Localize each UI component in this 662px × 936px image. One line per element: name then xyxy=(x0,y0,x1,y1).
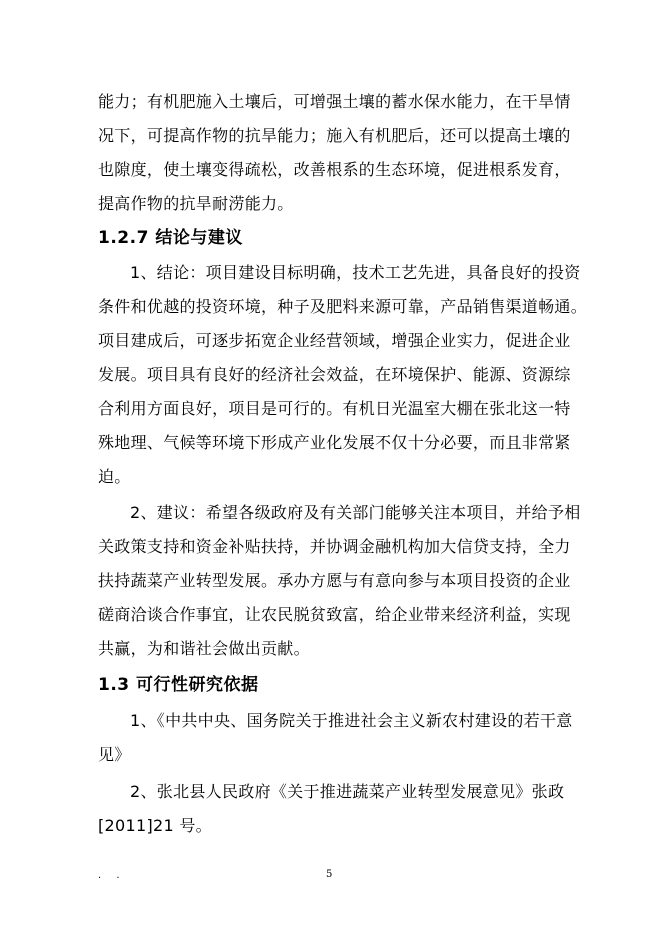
conclusion-text-line: 条件和优越的投资环境，种子及肥料来源可靠，产品销售渠道畅通。 xyxy=(98,297,588,316)
suggestion-text-line: 2、建议：希望各级政府及有关部门能够关注本项目，并给予相 xyxy=(130,503,581,522)
body-text-line: 能力；有机肥施入土壤后，可增强土壤的蓄水保水能力，在干旱情 xyxy=(98,92,571,111)
basis-item-line: [2011]21 号。 xyxy=(98,816,212,835)
section-heading-1-3: 1.3 可行性研究依据 xyxy=(98,675,259,695)
basis-item-line: 见》 xyxy=(98,745,131,764)
conclusion-text-line: 合利用方面良好，项目是可行的。有机日光温室大棚在张北这一特 xyxy=(98,399,571,418)
conclusion-text-line: 发展。项目具有良好的经济社会效益，在环境保护、能源、资源综 xyxy=(98,365,571,384)
page-number: 5 xyxy=(326,869,333,880)
footer-dots: . . xyxy=(98,870,126,881)
conclusion-text-line: 1、结论：项目建设目标明确，技术工艺先进，具备良好的投资 xyxy=(130,263,581,282)
body-text-line: 提高作物的抗旱耐涝能力。 xyxy=(98,194,294,213)
body-text-line: 也隙度，使土壤变得疏松，改善根系的生态环境，促进根系发育， xyxy=(98,160,571,179)
suggestion-text-line: 扶持蔬菜产业转型发展。承办方愿与有意向参与本项目投资的企业 xyxy=(98,571,571,590)
basis-item-line: 1、《中共中央、国务院关于推进社会主义新农村建设的若干意 xyxy=(130,711,573,730)
suggestion-text-line: 共赢，为和谐社会做出贡献。 xyxy=(98,639,310,658)
basis-item-line: 2、张北县人民政府《关于推进蔬菜产业转型发展意见》张政 xyxy=(130,782,565,801)
conclusion-text-line: 项目建成后，可逐步拓宽企业经营领域，增强企业实力，促进企业 xyxy=(98,331,571,350)
conclusion-text-line: 殊地理、气候等环境下形成产业化发展不仅十分必要，而且非常紧 xyxy=(98,433,571,452)
suggestion-text-line: 关政策支持和资金补贴扶持，并协调金融机构加大信贷支持，全力 xyxy=(98,537,571,556)
suggestion-text-line: 磋商洽谈合作事宜，让农民脱贫致富，给企业带来经济利益，实现 xyxy=(98,605,571,624)
section-heading-1-2-7: 1.2.7 结论与建议 xyxy=(98,228,243,248)
conclusion-text-line: 迫。 xyxy=(98,467,131,486)
body-text-line: 况下，可提高作物的抗旱能力；施入有机肥后，还可以提高土壤的 xyxy=(98,126,571,145)
